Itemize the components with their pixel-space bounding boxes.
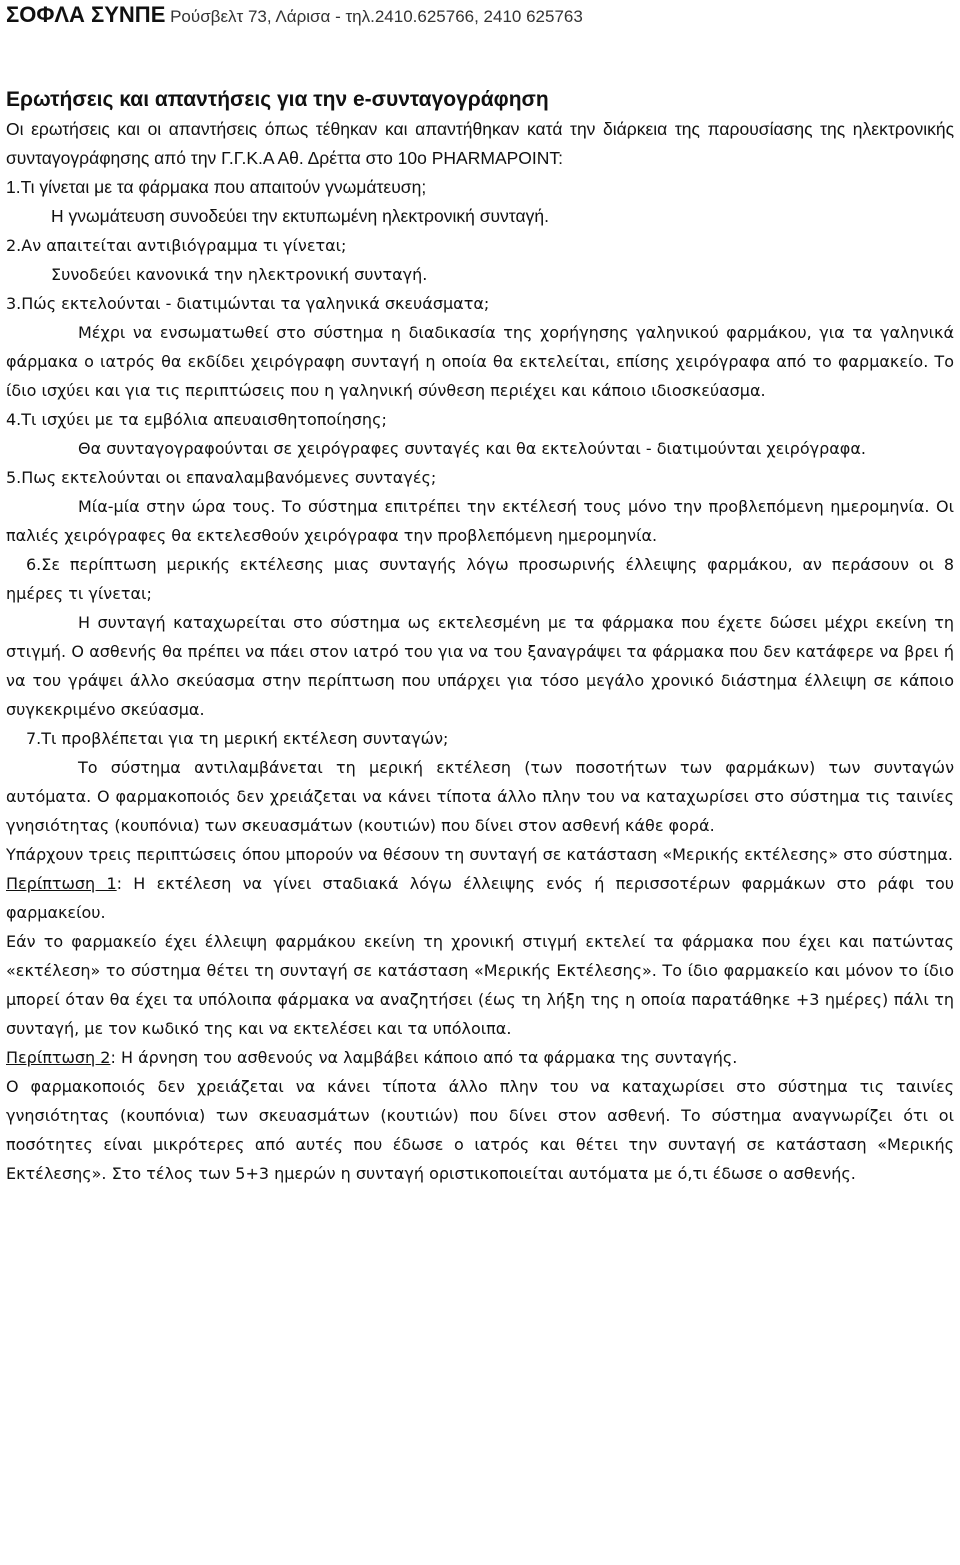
question-1: 1.Τι γίνεται με τα φάρμακα που απαιτούν γνωμάτευση; bbox=[6, 177, 427, 197]
company-address: Ρούσβελτ 73, Λάρισα - τηλ.2410.625766, 2410 625763 bbox=[165, 7, 583, 26]
question-7: 7.Τι προβλέπεται για τη μερική εκτέλεση συνταγών; bbox=[26, 729, 449, 748]
intro-paragraph: Οι ερωτήσεις και οι απαντήσεις όπως τέθηκαν και απαντήθηκαν κατά την διάρκεια της παρουσίασης της ηλεκτρονικής συνταγογράφησης από την Γ.Γ.Κ.Α Αθ. Δρέττα στο 10ο PHARMAPOINT: bbox=[6, 119, 954, 168]
partial-intro: Υπάρχουν τρεις περιπτώσεις όπου μπορούν να θέσουν τη συνταγή σε κατάσταση «Μερικής εκτέλεσης» στο σύστημα. bbox=[6, 845, 953, 864]
case-2-detail: Ο φαρμακοποιός δεν χρειάζεται να κάνει τίποτα άλλο πλην του να καταχωρίσει στο σύστημα τις ταινίες γνησιότητας (κουπόνια) των σκευασμάτων (κουτιών) που δίνει στον ασθενή. Το σύστημα αναγνωρίζει ότι οι ποσότητες είναι μικρότερες από αυτές που έδωσε ο ιατρός και θέτει την συνταγή σε κατάσταση «Μερικής Εκτέλεσης». Στο τέλος των 5+3 ημερών η συνταγή οριστικοποιείται αυτόματα με ό,τι έδωσε ο ασθενής. bbox=[6, 1077, 954, 1183]
question-6: 6.Σε περίπτωση μερικής εκτέλεσης μιας συνταγής λόγω προσωρινής έλλειψης φαρμάκου, αν περάσουν οι 8 ημέρες τι γίνεται; bbox=[6, 555, 954, 603]
answer-3: Μέχρι να ενσωματωθεί στο σύστημα η διαδικασία της χορήγησης γαληνικού φαρμάκου, για τα γαληνικά φάρμακα ο ιατρός θα εκδίδει χειρόγραφη συνταγή η οποία θα εκτελείται, επίσης χειρόγραφα από το φαρμακείο. Το ίδιο ισχύει και για τις περιπτώσεις που η γαληνική σύνθεση περιέχει και κάποιο ιδιοσκεύασμα. bbox=[6, 323, 954, 400]
answer-4: Θα συνταγογραφούνται σε χειρόγραφες συνταγές και θα εκτελούνται - διατιμούνται χειρόγραφα. bbox=[78, 439, 866, 458]
document-title: Ερωτήσεις και απαντήσεις για την e-συνταγογράφηση bbox=[6, 88, 549, 111]
case-2-label: Περίπτωση 2 bbox=[6, 1048, 111, 1067]
question-3: 3.Πώς εκτελούνται - διατιμώνται τα γαληνικά σκευάσματα; bbox=[6, 294, 490, 313]
case-1-text: : Η εκτέλεση να γίνει σταδιακά λόγω έλλειψης ενός ή περισσοτέρων φαρμάκων στο ράφι του φαρμακείου. bbox=[6, 874, 954, 922]
case-1-label: Περίπτωση 1 bbox=[6, 874, 117, 893]
company-name: ΣΟΦΛΑ ΣΥΝΠΕ bbox=[6, 2, 166, 27]
question-5: 5.Πως εκτελούνται οι επαναλαμβανόμενες συνταγές; bbox=[6, 468, 437, 487]
answer-7: Το σύστημα αντιλαμβάνεται τη μερική εκτέλεση (των ποσοτήτων των φαρμάκων) των συνταγών αυτόματα. Ο φαρμακοποιός δεν χρειάζεται να κάνει τίποτα άλλο πλην του να καταχωρίσει στο σύστημα τις ταινίες γνησιότητας (κουπόνια) των σκευασμάτων (κουτιών) που δίνει στον ασθενή κάθε φορά. bbox=[6, 758, 954, 835]
case-2 bbox=[6, 1043, 954, 1072]
answer-5: Μία-μία στην ώρα τους. Το σύστημα επιτρέπει την εκτέλεσή τους μόνο την προβλεπόμενη ημερομηνία. Οι παλιές χειρόγραφες θα εκτελεσθούν χειρόγραφα την προβλεπόμενη ημερομηνία. bbox=[6, 497, 954, 545]
letterhead bbox=[6, 0, 954, 30]
case-1-detail: Εάν το φαρμακείο έχει έλλειψη φαρμάκου εκείνη τη χρονική στιγμή εκτελεί τα φάρμακα που έχει και πατώντας «εκτέλεση» το σύστημα θέτει τη συνταγή σε κατάσταση «Μερικής Εκτέλεσης». Το ίδιο φαρμακείο και μόνον το ίδιο μπορεί όταν θα έχει τα υπόλοιπα φάρμακα να αναζητήσει (έως τη λήξη της η οποία παρατάθηκε +3 ημέρες) πάλι τη συνταγή, με τον κωδικό της και να εκτελέσει και τα υπόλοιπα. bbox=[6, 932, 954, 1038]
answer-2: Συνοδεύει κανονικά την ηλεκτρονική συνταγή. bbox=[51, 265, 428, 284]
answer-6: Η συνταγή καταχωρείται στο σύστημα ως εκτελεσμένη με τα φάρμακα που έχετε δώσει μέχρι εκείνη τη στιγμή. Ο ασθενής θα πρέπει να πάει στον ιατρό του για να του ξαναγράψει τα φάρμακα που δεν κατάφερε να βρει ή να του γράψει άλλο σκεύασμα στην περίπτωση που υπάρχει για τόσο μεγάλο χρονικό διάστημα έλλειψη σε κάποιο συγκεκριμένο σκεύασμα. bbox=[6, 613, 954, 719]
case-2-text: : Η άρνηση του ασθενούς να λαμβάβει κάποιο από τα φάρμακα της συνταγής. bbox=[110, 1048, 738, 1067]
answer-1: Η γνωμάτευση συνοδεύει την εκτυπωμένη ηλεκτρονική συνταγή. bbox=[51, 206, 549, 226]
question-2: 2.Αν απαιτείται αντιβιόγραμμα τι γίνεται; bbox=[6, 236, 347, 255]
case-1 bbox=[6, 869, 954, 927]
question-4: 4.Τι ισχύει με τα εμβόλια απευαισθητοποίησης; bbox=[6, 410, 387, 429]
